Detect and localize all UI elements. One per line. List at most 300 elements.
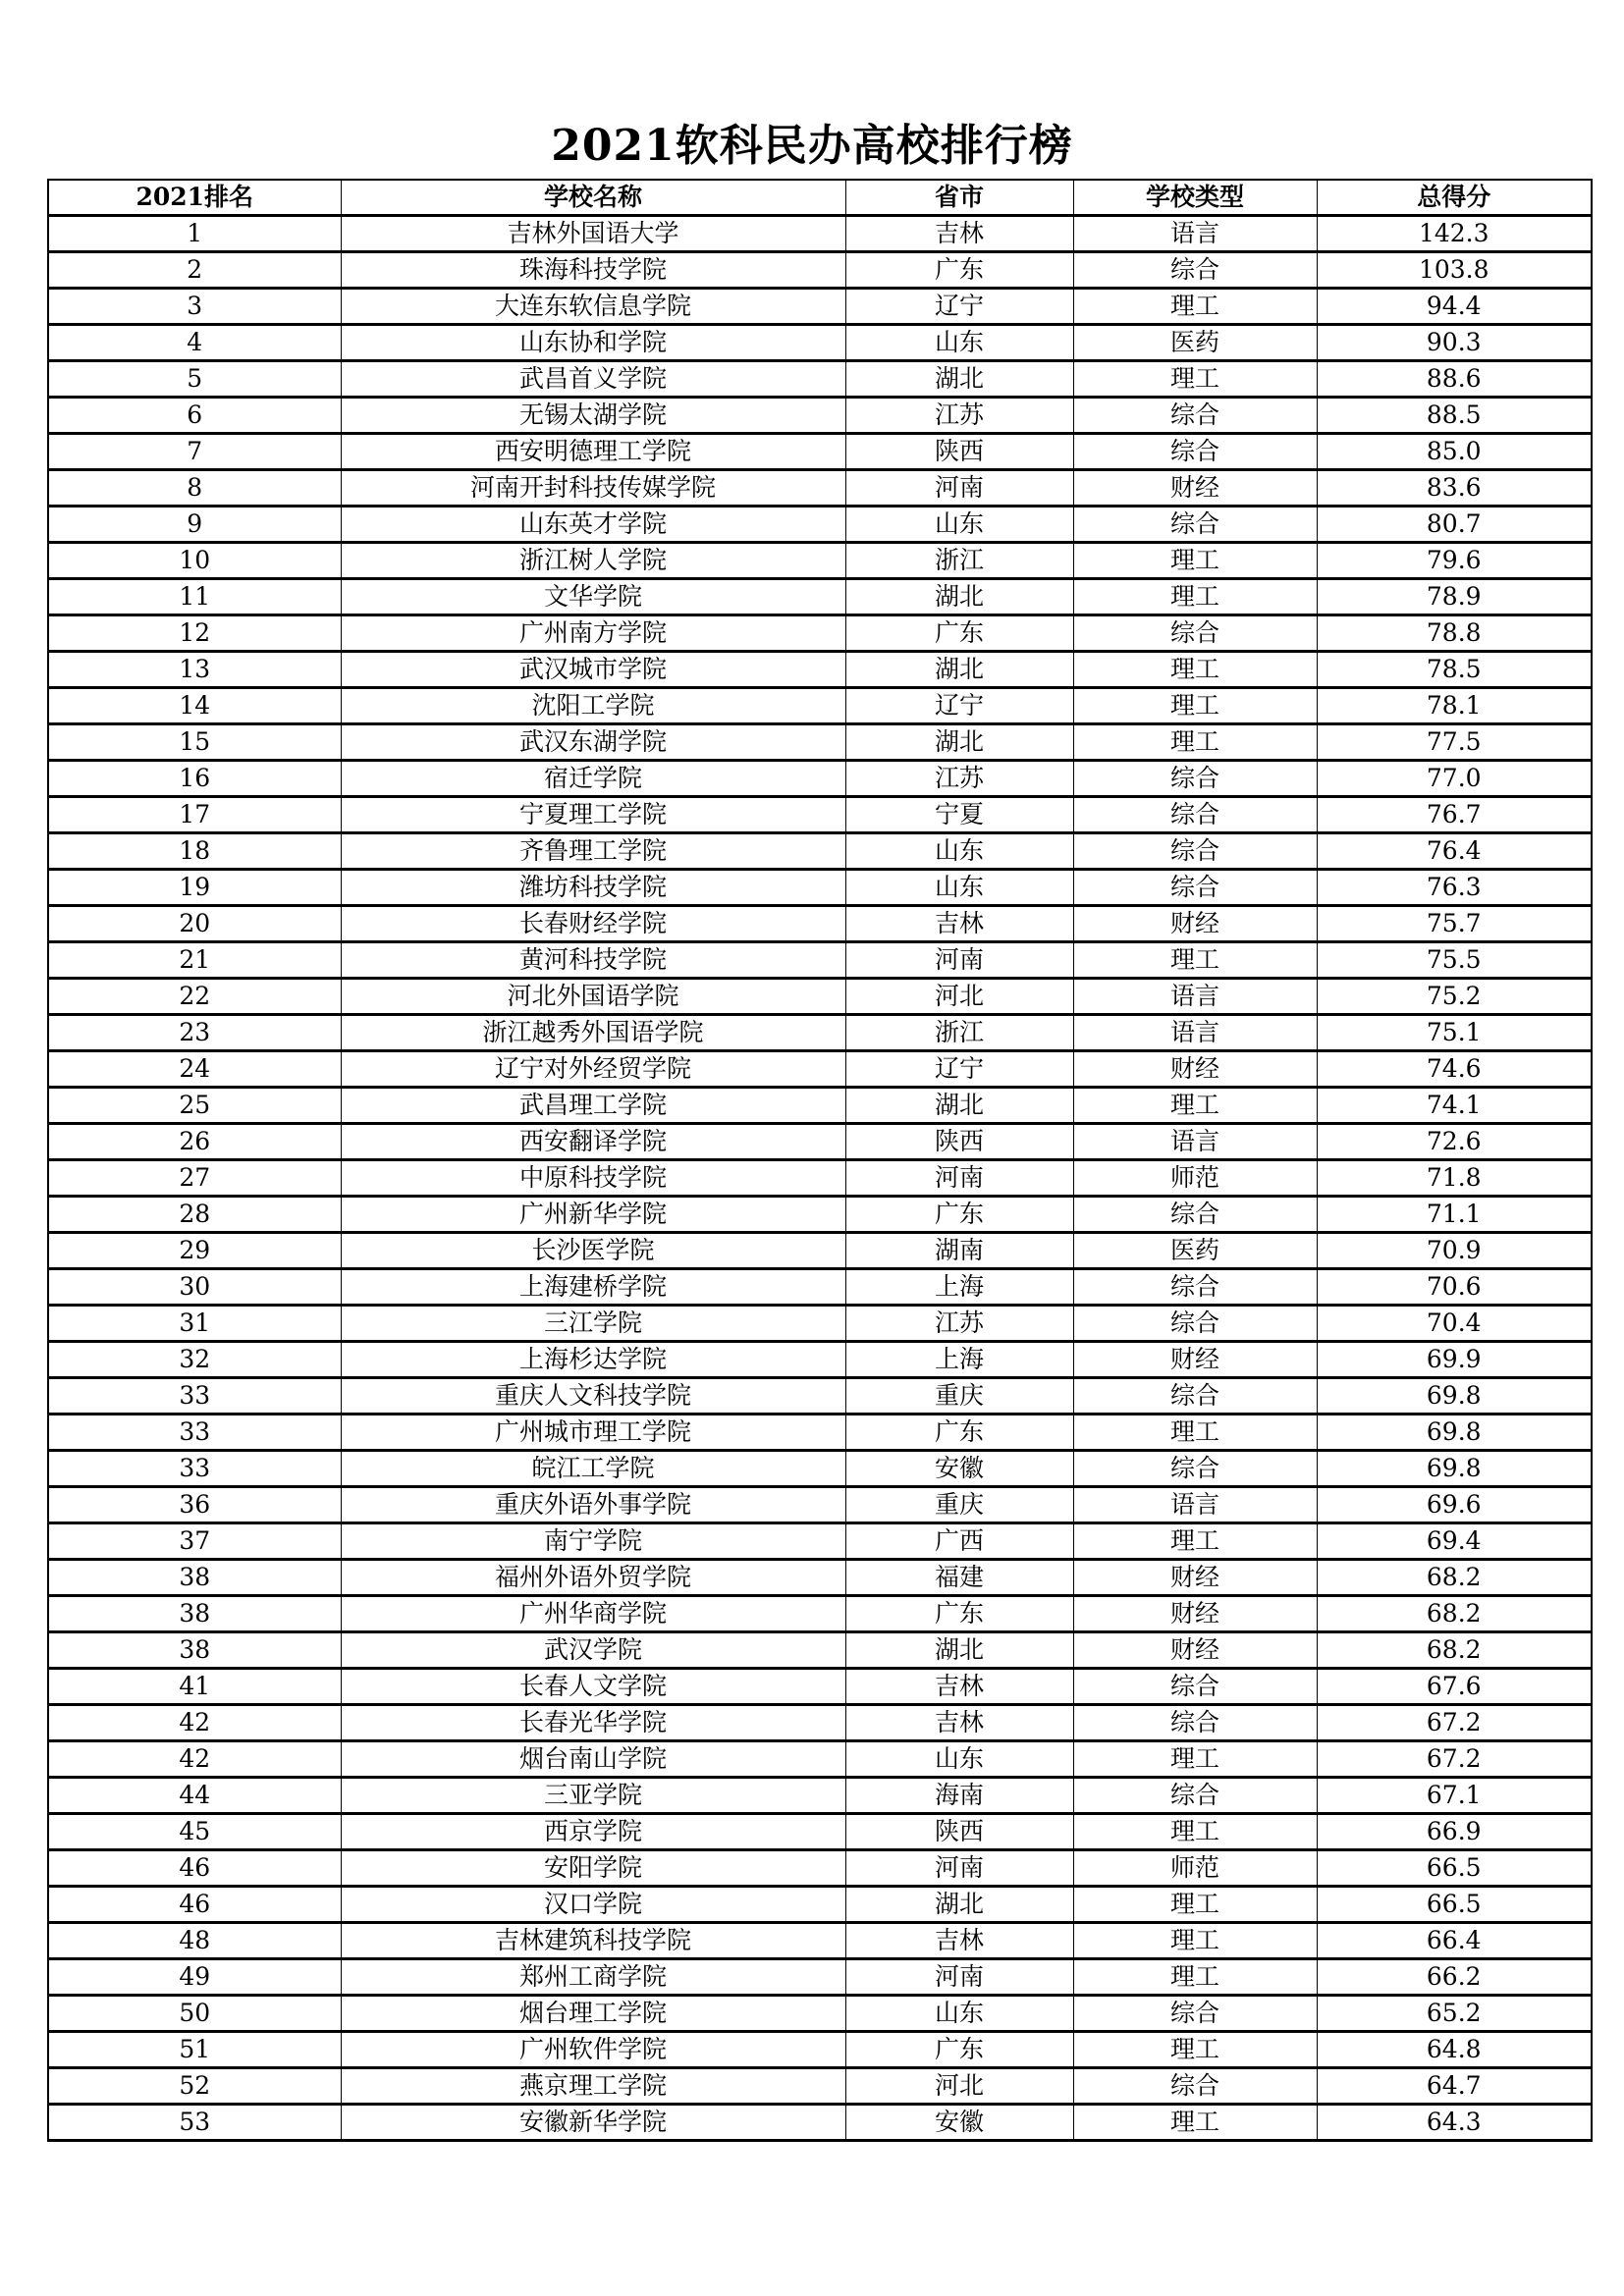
- province-cell: 浙江: [845, 1015, 1073, 1051]
- school-type-cell: 综合: [1073, 2068, 1317, 2105]
- province-cell: 辽宁: [845, 688, 1073, 724]
- score-cell: 75.2: [1317, 979, 1592, 1015]
- province-cell: 山东: [845, 833, 1073, 870]
- rank-cell: 20: [48, 906, 341, 942]
- header-school-type: 学校类型: [1073, 180, 1317, 216]
- rank-cell: 26: [48, 1124, 341, 1160]
- score-cell: 64.8: [1317, 2032, 1592, 2068]
- school-name-cell: 中原科技学院: [341, 1160, 845, 1197]
- province-cell: 吉林: [845, 1705, 1073, 1741]
- school-type-cell: 理工: [1073, 1741, 1317, 1778]
- rank-cell: 46: [48, 1850, 341, 1887]
- table-row: [48, 1814, 1592, 1850]
- school-name-cell: 武昌理工学院: [341, 1088, 845, 1124]
- school-name-cell: 无锡太湖学院: [341, 398, 845, 434]
- rank-cell: 8: [48, 470, 341, 507]
- table-row: [48, 615, 1592, 652]
- table-row: [48, 1596, 1592, 1632]
- rank-cell: 38: [48, 1560, 341, 1596]
- rank-cell: 22: [48, 979, 341, 1015]
- rank-cell: 25: [48, 1088, 341, 1124]
- rank-cell: 10: [48, 543, 341, 579]
- table-row: [48, 1088, 1592, 1124]
- province-cell: 山东: [845, 1741, 1073, 1778]
- school-name-cell: 广州软件学院: [341, 2032, 845, 2068]
- school-name-cell: 上海建桥学院: [341, 1269, 845, 1306]
- rank-cell: 17: [48, 797, 341, 833]
- table-row: [48, 1124, 1592, 1160]
- province-cell: 安徽: [845, 1451, 1073, 1487]
- school-type-cell: 财经: [1073, 1596, 1317, 1632]
- score-cell: 70.9: [1317, 1233, 1592, 1269]
- province-cell: 陕西: [845, 1814, 1073, 1850]
- rank-cell: 24: [48, 1051, 341, 1088]
- school-type-cell: 语言: [1073, 1015, 1317, 1051]
- rank-cell: 31: [48, 1306, 341, 1342]
- table-row: [48, 1523, 1592, 1560]
- school-type-cell: 综合: [1073, 1306, 1317, 1342]
- score-cell: 70.6: [1317, 1269, 1592, 1306]
- school-name-cell: 汉口学院: [341, 1887, 845, 1923]
- rank-cell: 32: [48, 1342, 341, 1378]
- school-type-cell: 综合: [1073, 507, 1317, 543]
- score-cell: 65.2: [1317, 1996, 1592, 2032]
- school-name-cell: 三亚学院: [341, 1778, 845, 1814]
- page-title: 2021软科民办高校排行榜: [551, 121, 1073, 171]
- school-name-cell: 山东协和学院: [341, 325, 845, 361]
- table-body: [48, 216, 1592, 2141]
- table-row: [48, 906, 1592, 942]
- province-cell: 河南: [845, 942, 1073, 979]
- school-type-cell: 语言: [1073, 216, 1317, 252]
- school-type-cell: 财经: [1073, 1051, 1317, 1088]
- rank-cell: 41: [48, 1669, 341, 1705]
- score-cell: 80.7: [1317, 507, 1592, 543]
- school-name-cell: 河南开封科技传媒学院: [341, 470, 845, 507]
- school-name-cell: 武汉城市学院: [341, 652, 845, 688]
- score-cell: 67.2: [1317, 1741, 1592, 1778]
- table-row: [48, 252, 1592, 289]
- school-type-cell: 理工: [1073, 361, 1317, 398]
- table-row: [48, 579, 1592, 615]
- score-cell: 83.6: [1317, 470, 1592, 507]
- province-cell: 重庆: [845, 1378, 1073, 1415]
- province-cell: 广西: [845, 1523, 1073, 1560]
- score-cell: 66.2: [1317, 1959, 1592, 1996]
- score-cell: 75.1: [1317, 1015, 1592, 1051]
- score-cell: 90.3: [1317, 325, 1592, 361]
- table-row: [48, 2105, 1592, 2141]
- school-name-cell: 吉林建筑科技学院: [341, 1923, 845, 1959]
- school-type-cell: 综合: [1073, 1669, 1317, 1705]
- school-name-cell: 广州南方学院: [341, 615, 845, 652]
- score-cell: 88.5: [1317, 398, 1592, 434]
- score-cell: 70.4: [1317, 1306, 1592, 1342]
- table-row: [48, 1996, 1592, 2032]
- table-row: [48, 1451, 1592, 1487]
- rank-cell: 23: [48, 1015, 341, 1051]
- header-province: 省市: [845, 180, 1073, 216]
- school-type-cell: 综合: [1073, 1197, 1317, 1233]
- school-name-cell: 宿迁学院: [341, 761, 845, 797]
- province-cell: 宁夏: [845, 797, 1073, 833]
- rank-cell: 19: [48, 870, 341, 906]
- rank-cell: 4: [48, 325, 341, 361]
- school-name-cell: 沈阳工学院: [341, 688, 845, 724]
- province-cell: 安徽: [845, 2105, 1073, 2141]
- rank-cell: 15: [48, 724, 341, 761]
- rank-cell: 38: [48, 1596, 341, 1632]
- score-cell: 66.5: [1317, 1887, 1592, 1923]
- school-name-cell: 吉林外国语大学: [341, 216, 845, 252]
- province-cell: 河南: [845, 1160, 1073, 1197]
- rank-cell: 14: [48, 688, 341, 724]
- province-cell: 广东: [845, 1415, 1073, 1451]
- table-row: [48, 979, 1592, 1015]
- score-cell: 71.1: [1317, 1197, 1592, 1233]
- table-row: [48, 761, 1592, 797]
- score-cell: 69.6: [1317, 1487, 1592, 1523]
- province-cell: 重庆: [845, 1487, 1073, 1523]
- school-name-cell: 河北外国语学院: [341, 979, 845, 1015]
- rank-cell: 12: [48, 615, 341, 652]
- score-cell: 67.2: [1317, 1705, 1592, 1741]
- province-cell: 湖北: [845, 361, 1073, 398]
- school-name-cell: 武昌首义学院: [341, 361, 845, 398]
- rank-cell: 45: [48, 1814, 341, 1850]
- school-name-cell: 郑州工商学院: [341, 1959, 845, 1996]
- table-row: [48, 1669, 1592, 1705]
- school-name-cell: 长春人文学院: [341, 1669, 845, 1705]
- school-type-cell: 综合: [1073, 252, 1317, 289]
- school-name-cell: 长春财经学院: [341, 906, 845, 942]
- rank-cell: 33: [48, 1451, 341, 1487]
- school-name-cell: 重庆人文科技学院: [341, 1378, 845, 1415]
- score-cell: 69.8: [1317, 1451, 1592, 1487]
- province-cell: 河南: [845, 470, 1073, 507]
- school-type-cell: 语言: [1073, 1124, 1317, 1160]
- rank-cell: 13: [48, 652, 341, 688]
- province-cell: 江苏: [845, 1306, 1073, 1342]
- school-name-cell: 宁夏理工学院: [341, 797, 845, 833]
- school-name-cell: 山东英才学院: [341, 507, 845, 543]
- table-row: [48, 1378, 1592, 1415]
- score-cell: 67.6: [1317, 1669, 1592, 1705]
- rank-cell: 7: [48, 434, 341, 470]
- table-row: [48, 361, 1592, 398]
- province-cell: 海南: [845, 1778, 1073, 1814]
- school-type-cell: 理工: [1073, 1088, 1317, 1124]
- table-row: [48, 724, 1592, 761]
- school-type-cell: 理工: [1073, 1923, 1317, 1959]
- score-cell: 64.7: [1317, 2068, 1592, 2105]
- province-cell: 陕西: [845, 1124, 1073, 1160]
- school-type-cell: 财经: [1073, 906, 1317, 942]
- score-cell: 67.1: [1317, 1778, 1592, 1814]
- rank-cell: 27: [48, 1160, 341, 1197]
- table-row: [48, 1197, 1592, 1233]
- school-type-cell: 综合: [1073, 1705, 1317, 1741]
- rank-cell: 51: [48, 2032, 341, 2068]
- score-cell: 76.4: [1317, 833, 1592, 870]
- province-cell: 广东: [845, 252, 1073, 289]
- table-row: [48, 1233, 1592, 1269]
- school-name-cell: 浙江树人学院: [341, 543, 845, 579]
- school-name-cell: 广州华商学院: [341, 1596, 845, 1632]
- school-name-cell: 皖江工学院: [341, 1451, 845, 1487]
- province-cell: 吉林: [845, 216, 1073, 252]
- province-cell: 山东: [845, 507, 1073, 543]
- table-row: [48, 1160, 1592, 1197]
- province-cell: 湖北: [845, 579, 1073, 615]
- school-type-cell: 财经: [1073, 1560, 1317, 1596]
- school-name-cell: 西安翻译学院: [341, 1124, 845, 1160]
- school-name-cell: 三江学院: [341, 1306, 845, 1342]
- table-row: [48, 2032, 1592, 2068]
- rank-cell: 36: [48, 1487, 341, 1523]
- province-cell: 广东: [845, 615, 1073, 652]
- school-type-cell: 理工: [1073, 1415, 1317, 1451]
- school-name-cell: 长春光华学院: [341, 1705, 845, 1741]
- school-type-cell: 理工: [1073, 1887, 1317, 1923]
- table-row: [48, 833, 1592, 870]
- province-cell: 湖北: [845, 652, 1073, 688]
- table-row: [48, 2068, 1592, 2105]
- score-cell: 68.2: [1317, 1632, 1592, 1669]
- school-type-cell: 综合: [1073, 1378, 1317, 1415]
- province-cell: 河北: [845, 979, 1073, 1015]
- school-type-cell: 理工: [1073, 2105, 1317, 2141]
- table-row: [48, 652, 1592, 688]
- school-type-cell: 语言: [1073, 1487, 1317, 1523]
- school-name-cell: 广州城市理工学院: [341, 1415, 845, 1451]
- score-cell: 69.9: [1317, 1342, 1592, 1378]
- table-row: [48, 1705, 1592, 1741]
- school-name-cell: 福州外语外贸学院: [341, 1560, 845, 1596]
- school-type-cell: 综合: [1073, 870, 1317, 906]
- province-cell: 湖北: [845, 1632, 1073, 1669]
- school-type-cell: 财经: [1073, 1342, 1317, 1378]
- table-row: [48, 1269, 1592, 1306]
- score-cell: 74.1: [1317, 1088, 1592, 1124]
- school-type-cell: 理工: [1073, 289, 1317, 325]
- school-name-cell: 文华学院: [341, 579, 845, 615]
- rank-cell: 18: [48, 833, 341, 870]
- school-type-cell: 理工: [1073, 724, 1317, 761]
- school-type-cell: 理工: [1073, 579, 1317, 615]
- province-cell: 广东: [845, 2032, 1073, 2068]
- school-type-cell: 综合: [1073, 1269, 1317, 1306]
- score-cell: 142.3: [1317, 216, 1592, 252]
- province-cell: 浙江: [845, 543, 1073, 579]
- score-cell: 76.3: [1317, 870, 1592, 906]
- score-cell: 85.0: [1317, 434, 1592, 470]
- table-row: [48, 942, 1592, 979]
- score-cell: 94.4: [1317, 289, 1592, 325]
- score-cell: 79.6: [1317, 543, 1592, 579]
- school-type-cell: 理工: [1073, 543, 1317, 579]
- school-type-cell: 综合: [1073, 434, 1317, 470]
- school-type-cell: 理工: [1073, 652, 1317, 688]
- table-header-row: [48, 180, 1592, 216]
- table-row: [48, 470, 1592, 507]
- table-row: [48, 1015, 1592, 1051]
- school-name-cell: 齐鲁理工学院: [341, 833, 845, 870]
- province-cell: 吉林: [845, 1923, 1073, 1959]
- table-row: [48, 1923, 1592, 1959]
- school-name-cell: 西京学院: [341, 1814, 845, 1850]
- table-row: [48, 1487, 1592, 1523]
- rank-cell: 21: [48, 942, 341, 979]
- province-cell: 河南: [845, 1959, 1073, 1996]
- province-cell: 福建: [845, 1560, 1073, 1596]
- score-cell: 69.8: [1317, 1415, 1592, 1451]
- province-cell: 吉林: [845, 1669, 1073, 1705]
- table-row: [48, 216, 1592, 252]
- score-cell: 78.8: [1317, 615, 1592, 652]
- score-cell: 66.9: [1317, 1814, 1592, 1850]
- rank-cell: 44: [48, 1778, 341, 1814]
- score-cell: 78.9: [1317, 579, 1592, 615]
- province-cell: 山东: [845, 870, 1073, 906]
- table-row: [48, 1415, 1592, 1451]
- rank-cell: 33: [48, 1378, 341, 1415]
- rank-cell: 2: [48, 252, 341, 289]
- score-cell: 103.8: [1317, 252, 1592, 289]
- table-row: [48, 1959, 1592, 1996]
- province-cell: 河北: [845, 2068, 1073, 2105]
- school-type-cell: 理工: [1073, 1814, 1317, 1850]
- school-type-cell: 理工: [1073, 1523, 1317, 1560]
- province-cell: 陕西: [845, 434, 1073, 470]
- province-cell: 江苏: [845, 398, 1073, 434]
- province-cell: 湖南: [845, 1233, 1073, 1269]
- school-type-cell: 师范: [1073, 1160, 1317, 1197]
- table-row: [48, 1560, 1592, 1596]
- school-name-cell: 大连东软信息学院: [341, 289, 845, 325]
- province-cell: 湖北: [845, 724, 1073, 761]
- rank-cell: 5: [48, 361, 341, 398]
- score-cell: 76.7: [1317, 797, 1592, 833]
- table-row: [48, 797, 1592, 833]
- province-cell: 上海: [845, 1342, 1073, 1378]
- table-row: [48, 1778, 1592, 1814]
- school-name-cell: 黄河科技学院: [341, 942, 845, 979]
- score-cell: 74.6: [1317, 1051, 1592, 1088]
- school-type-cell: 师范: [1073, 1850, 1317, 1887]
- score-cell: 88.6: [1317, 361, 1592, 398]
- score-cell: 69.4: [1317, 1523, 1592, 1560]
- school-name-cell: 潍坊科技学院: [341, 870, 845, 906]
- rank-cell: 52: [48, 2068, 341, 2105]
- table-row: [48, 1051, 1592, 1088]
- table-row: [48, 398, 1592, 434]
- rank-cell: 1: [48, 216, 341, 252]
- rank-cell: 30: [48, 1269, 341, 1306]
- score-cell: 64.3: [1317, 2105, 1592, 2141]
- score-cell: 68.2: [1317, 1560, 1592, 1596]
- school-type-cell: 财经: [1073, 470, 1317, 507]
- score-cell: 66.5: [1317, 1850, 1592, 1887]
- school-type-cell: 语言: [1073, 979, 1317, 1015]
- province-cell: 湖北: [845, 1088, 1073, 1124]
- school-name-cell: 珠海科技学院: [341, 252, 845, 289]
- rank-cell: 42: [48, 1741, 341, 1778]
- school-type-cell: 综合: [1073, 398, 1317, 434]
- school-name-cell: 上海杉达学院: [341, 1342, 845, 1378]
- province-cell: 吉林: [845, 906, 1073, 942]
- score-cell: 69.8: [1317, 1378, 1592, 1415]
- province-cell: 江苏: [845, 761, 1073, 797]
- school-type-cell: 理工: [1073, 942, 1317, 979]
- table-row: [48, 1342, 1592, 1378]
- table-row: [48, 434, 1592, 470]
- table-row: [48, 1850, 1592, 1887]
- table-row: [48, 543, 1592, 579]
- score-cell: 77.5: [1317, 724, 1592, 761]
- school-type-cell: 理工: [1073, 1959, 1317, 1996]
- school-name-cell: 安徽新华学院: [341, 2105, 845, 2141]
- rank-cell: 9: [48, 507, 341, 543]
- score-cell: 75.5: [1317, 942, 1592, 979]
- score-cell: 77.0: [1317, 761, 1592, 797]
- rank-cell: 49: [48, 1959, 341, 1996]
- rank-cell: 46: [48, 1887, 341, 1923]
- school-name-cell: 重庆外语外事学院: [341, 1487, 845, 1523]
- rank-cell: 50: [48, 1996, 341, 2032]
- header-rank: 2021排名: [48, 180, 341, 216]
- rank-cell: 38: [48, 1632, 341, 1669]
- school-name-cell: 烟台理工学院: [341, 1996, 845, 2032]
- school-type-cell: 综合: [1073, 761, 1317, 797]
- school-name-cell: 辽宁对外经贸学院: [341, 1051, 845, 1088]
- rank-cell: 28: [48, 1197, 341, 1233]
- score-cell: 78.5: [1317, 652, 1592, 688]
- table-row: [48, 870, 1592, 906]
- score-cell: 75.7: [1317, 906, 1592, 942]
- rank-cell: 6: [48, 398, 341, 434]
- table-row: [48, 1632, 1592, 1669]
- rank-cell: 53: [48, 2105, 341, 2141]
- school-type-cell: 理工: [1073, 688, 1317, 724]
- rank-cell: 11: [48, 579, 341, 615]
- rank-cell: 33: [48, 1415, 341, 1451]
- score-cell: 78.1: [1317, 688, 1592, 724]
- province-cell: 山东: [845, 1996, 1073, 2032]
- header-school-name: 学校名称: [341, 180, 845, 216]
- rank-cell: 42: [48, 1705, 341, 1741]
- province-cell: 辽宁: [845, 1051, 1073, 1088]
- table-row: [48, 507, 1592, 543]
- table-row: [48, 1306, 1592, 1342]
- table-row: [48, 289, 1592, 325]
- score-cell: 68.2: [1317, 1596, 1592, 1632]
- school-type-cell: 综合: [1073, 615, 1317, 652]
- school-name-cell: 长沙医学院: [341, 1233, 845, 1269]
- rank-cell: 29: [48, 1233, 341, 1269]
- school-type-cell: 财经: [1073, 1632, 1317, 1669]
- school-type-cell: 综合: [1073, 1996, 1317, 2032]
- header-total-score: 总得分: [1317, 180, 1592, 216]
- table-row: [48, 1887, 1592, 1923]
- school-name-cell: 安阳学院: [341, 1850, 845, 1887]
- school-type-cell: 综合: [1073, 1778, 1317, 1814]
- school-type-cell: 综合: [1073, 833, 1317, 870]
- school-name-cell: 浙江越秀外国语学院: [341, 1015, 845, 1051]
- table-row: [48, 1741, 1592, 1778]
- school-name-cell: 武汉学院: [341, 1632, 845, 1669]
- table-row: [48, 325, 1592, 361]
